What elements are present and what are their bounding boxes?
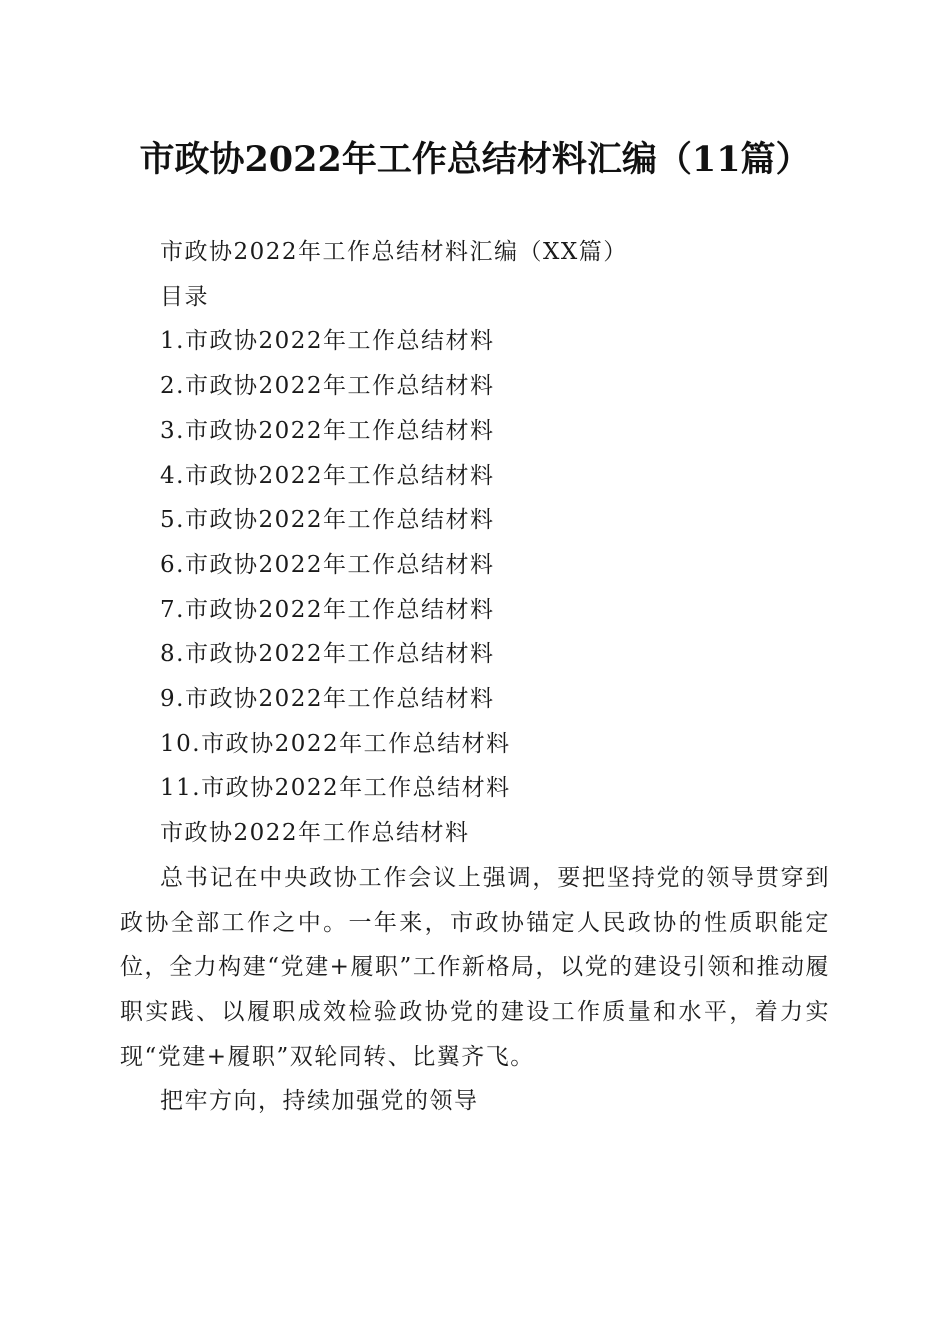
toc-item: 10.市政协2022年工作总结材料 — [160, 730, 511, 757]
toc-item: 9.市政协2022年工作总结材料 — [160, 686, 495, 713]
toc-item: 5.市政协2022年工作总结材料 — [160, 507, 495, 534]
section-title: 市政协2022年工作总结材料 — [160, 820, 470, 847]
body-paragraph: 总书记在中央政协工作会议上强调，要把坚持党的领导贯穿到政协全部工作之中。一年来，市政协锚定人民政协的性质职能定位，全力构建“党建+履职”工作新格局，以党的建设引领和推动履职实践、以履职成效检验政协党的建设工作质量和水平，着力实现“党建+履职”双轮同转、比翼齐飞。 — [120, 864, 830, 1070]
toc-item: 8.市政协2022年工作总结材料 — [160, 641, 495, 668]
toc-item: 3.市政协2022年工作总结材料 — [160, 417, 495, 444]
toc-item: 2.市政协2022年工作总结材料 — [160, 373, 495, 400]
toc-heading: 目录 — [160, 283, 209, 310]
toc-item: 7.市政协2022年工作总结材料 — [160, 596, 495, 623]
table-of-contents — [120, 319, 830, 811]
document-title: 市政协2022年工作总结材料汇编（11篇） — [139, 139, 811, 180]
document-body — [120, 230, 830, 1124]
document-subtitle: 市政协2022年工作总结材料汇编（XX篇） — [160, 239, 628, 265]
toc-item: 11.市政协2022年工作总结材料 — [160, 775, 511, 802]
toc-item: 6.市政协2022年工作总结材料 — [160, 551, 495, 578]
section-heading: 把牢方向，持续加强党的领导 — [160, 1088, 479, 1115]
toc-item: 1.市政协2022年工作总结材料 — [160, 328, 495, 355]
toc-item: 4.市政协2022年工作总结材料 — [160, 462, 495, 489]
